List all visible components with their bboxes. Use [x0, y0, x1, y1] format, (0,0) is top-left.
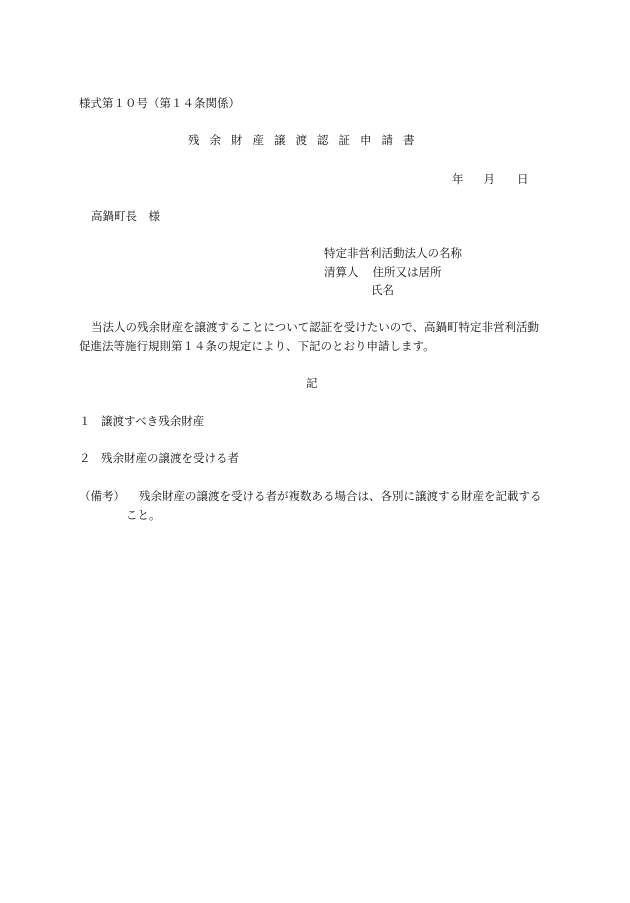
applicant-name-label: 氏名 [371, 283, 394, 297]
liquidator-label: 清算人 [324, 265, 359, 279]
date-year-label: 年 [452, 172, 464, 186]
applicant-org-name-label: 特定非営利活動法人の名称 [324, 246, 462, 260]
form-number: 様式第１０号（第１４条関係） [79, 96, 240, 110]
date-line [452, 171, 529, 187]
body-text-line-1: 当法人の残余財産を譲渡することについて認証を受けたいので、高鍋町特定非営利活動 [91, 320, 540, 334]
date-day-label: 日 [517, 172, 529, 186]
item-number: ２ [79, 451, 91, 465]
applicant-address-line [324, 264, 442, 280]
address-label: 住所又は居所 [372, 265, 442, 279]
body-text-line-2: 促進法等施行規則第１４条の規定により、下記のとおり申請します。 [79, 339, 435, 353]
note-line-1 [79, 488, 542, 504]
note-text: 残余財産の譲渡を受ける者が複数ある場合は、各別に譲渡する財産を記載する [139, 489, 542, 503]
item-label: 残余財産の譲渡を受ける者 [101, 451, 239, 465]
date-month-label: 月 [483, 172, 495, 186]
ki-heading: 記 [306, 376, 318, 390]
document-title: 残余財産譲渡認証申請書 [188, 133, 425, 147]
list-item [79, 413, 204, 429]
item-number: １ [79, 414, 91, 428]
note-label: （備考） [79, 489, 125, 503]
item-label: 譲渡すべき残余財産 [101, 414, 205, 428]
note-line-2: こと。 [126, 508, 161, 522]
list-item [79, 450, 239, 466]
addressee: 高鍋町長 様 [91, 209, 160, 223]
